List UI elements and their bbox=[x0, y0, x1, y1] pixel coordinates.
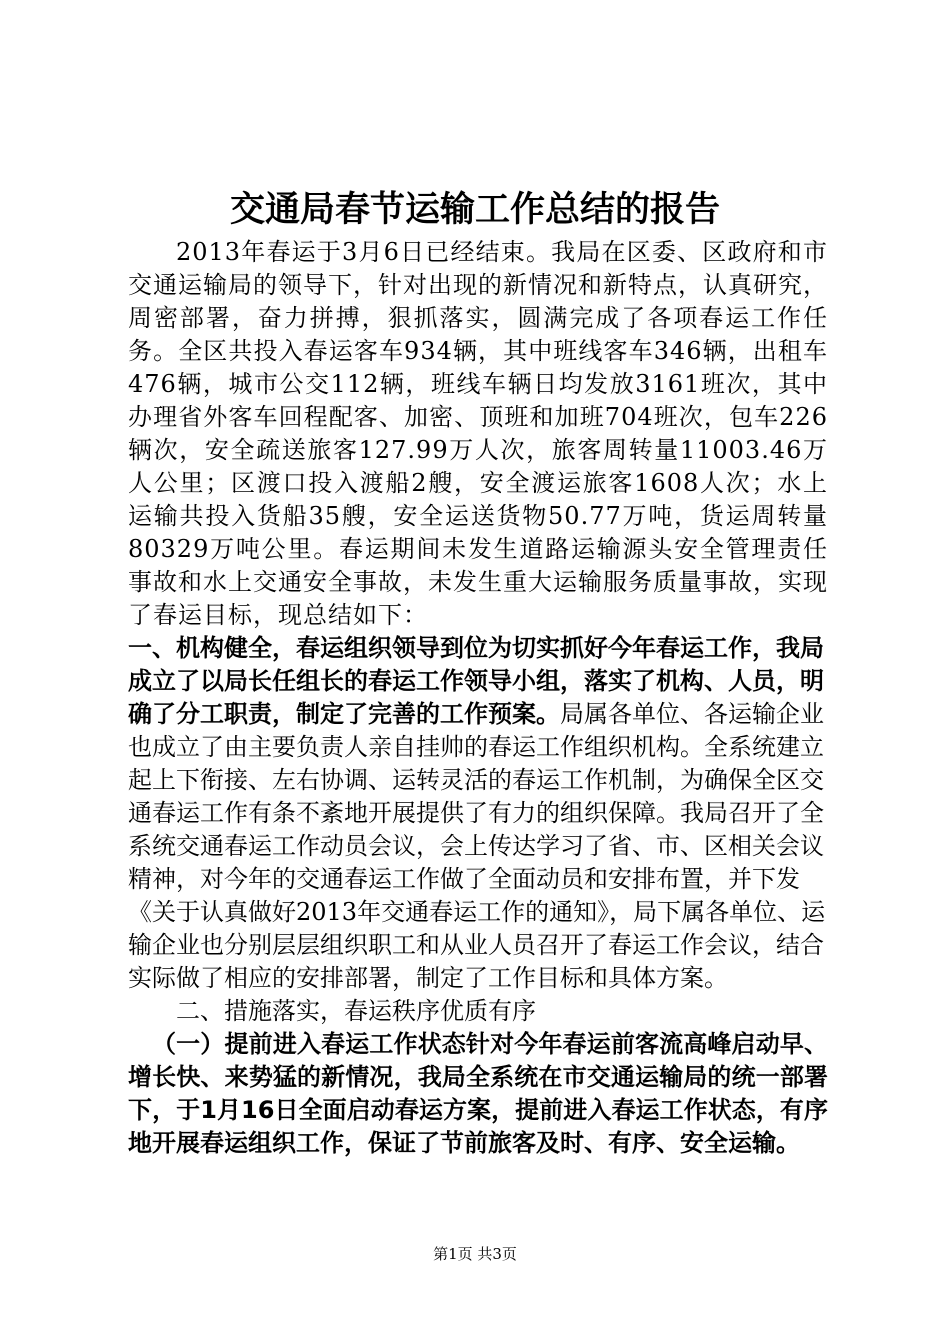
paragraph-section-1-body: 局属各单位、各运输企业也成立了由主要负责人亲自挂帅的春运工作组织机构。全系统建立起上下衔接、左右协调、运转灵活的春运工作机制，为确保全区交通春运工作有条不紊地开展提供了有力的组织保障。我局召开了全系统交通春运工作动员会议，会上传达学习了省、市、区相关会议精神，对今年的交通春运工作做了全面动员和安排布置，并下发《关于认真做好2013年交通春运工作的通知》，局下属各单位、运输企业也分别层层组织职工和从业人员召开了春运工作会议，结合实际做了相应的安排部署，制定了工作目标和具体方案。 bbox=[128, 700, 826, 992]
paragraph-section-2-1: （一）提前进入春运工作状态针对今年春运前客流高峰启动早、增长快、来势猛的新情况，我局全系统在市交通运输局的统一部署下，于1月16日全面启动春运方案，提前进入春运工作状态，有序地开展春运组织工作，保证了节前旅客及时、有序、安全运输。 bbox=[128, 1030, 828, 1157]
paragraph-intro: 2013年春运于3月6日已经结束。我局在区委、区政府和市交通运输局的领导下，针对出现的新情况和新特点，认真研究，周密部署，奋力拼搏，狠抓落实，圆满完成了各项春运工作任务。全区共投入春运客车934辆，其中班线客车346辆，出租车476辆，城市公交112辆，班线车辆日均发放3161班次，其中办理省外客车回程配客、加密、顶班和加班704班次，包车226辆次，安全疏送旅客127.99万人次，旅客周转量11003.46万人公里；区渡口投入渡船2艘，安全渡运旅客1608人次；水上运输共投入货船35艘，安全运送货物50.77万吨，货运周转量80329万吨公里。春运期间未发生道路运输源头安全管理责任事故和水上交通安全事故，未发生重大运输服务质量事故，实现了春运目标，现总结如下： bbox=[128, 238, 828, 629]
document-title: 交通局春节运输工作总结的报告 bbox=[229, 189, 720, 230]
paragraph-section-1-heading: 一、机构健全，春运组织领导到位为切实抓好今年春运工作，我局成立了以局长任组长的春运工作领导小组，落实了机构、人员，明确了分工职责，制定了完善的工作预案。 bbox=[128, 634, 824, 728]
paragraph-section-2-heading: 二、措施落实，春运秩序优质有序 bbox=[176, 997, 536, 1025]
document-body bbox=[128, 236, 828, 1160]
page-footer: 第1页 共3页 bbox=[433, 1245, 517, 1263]
